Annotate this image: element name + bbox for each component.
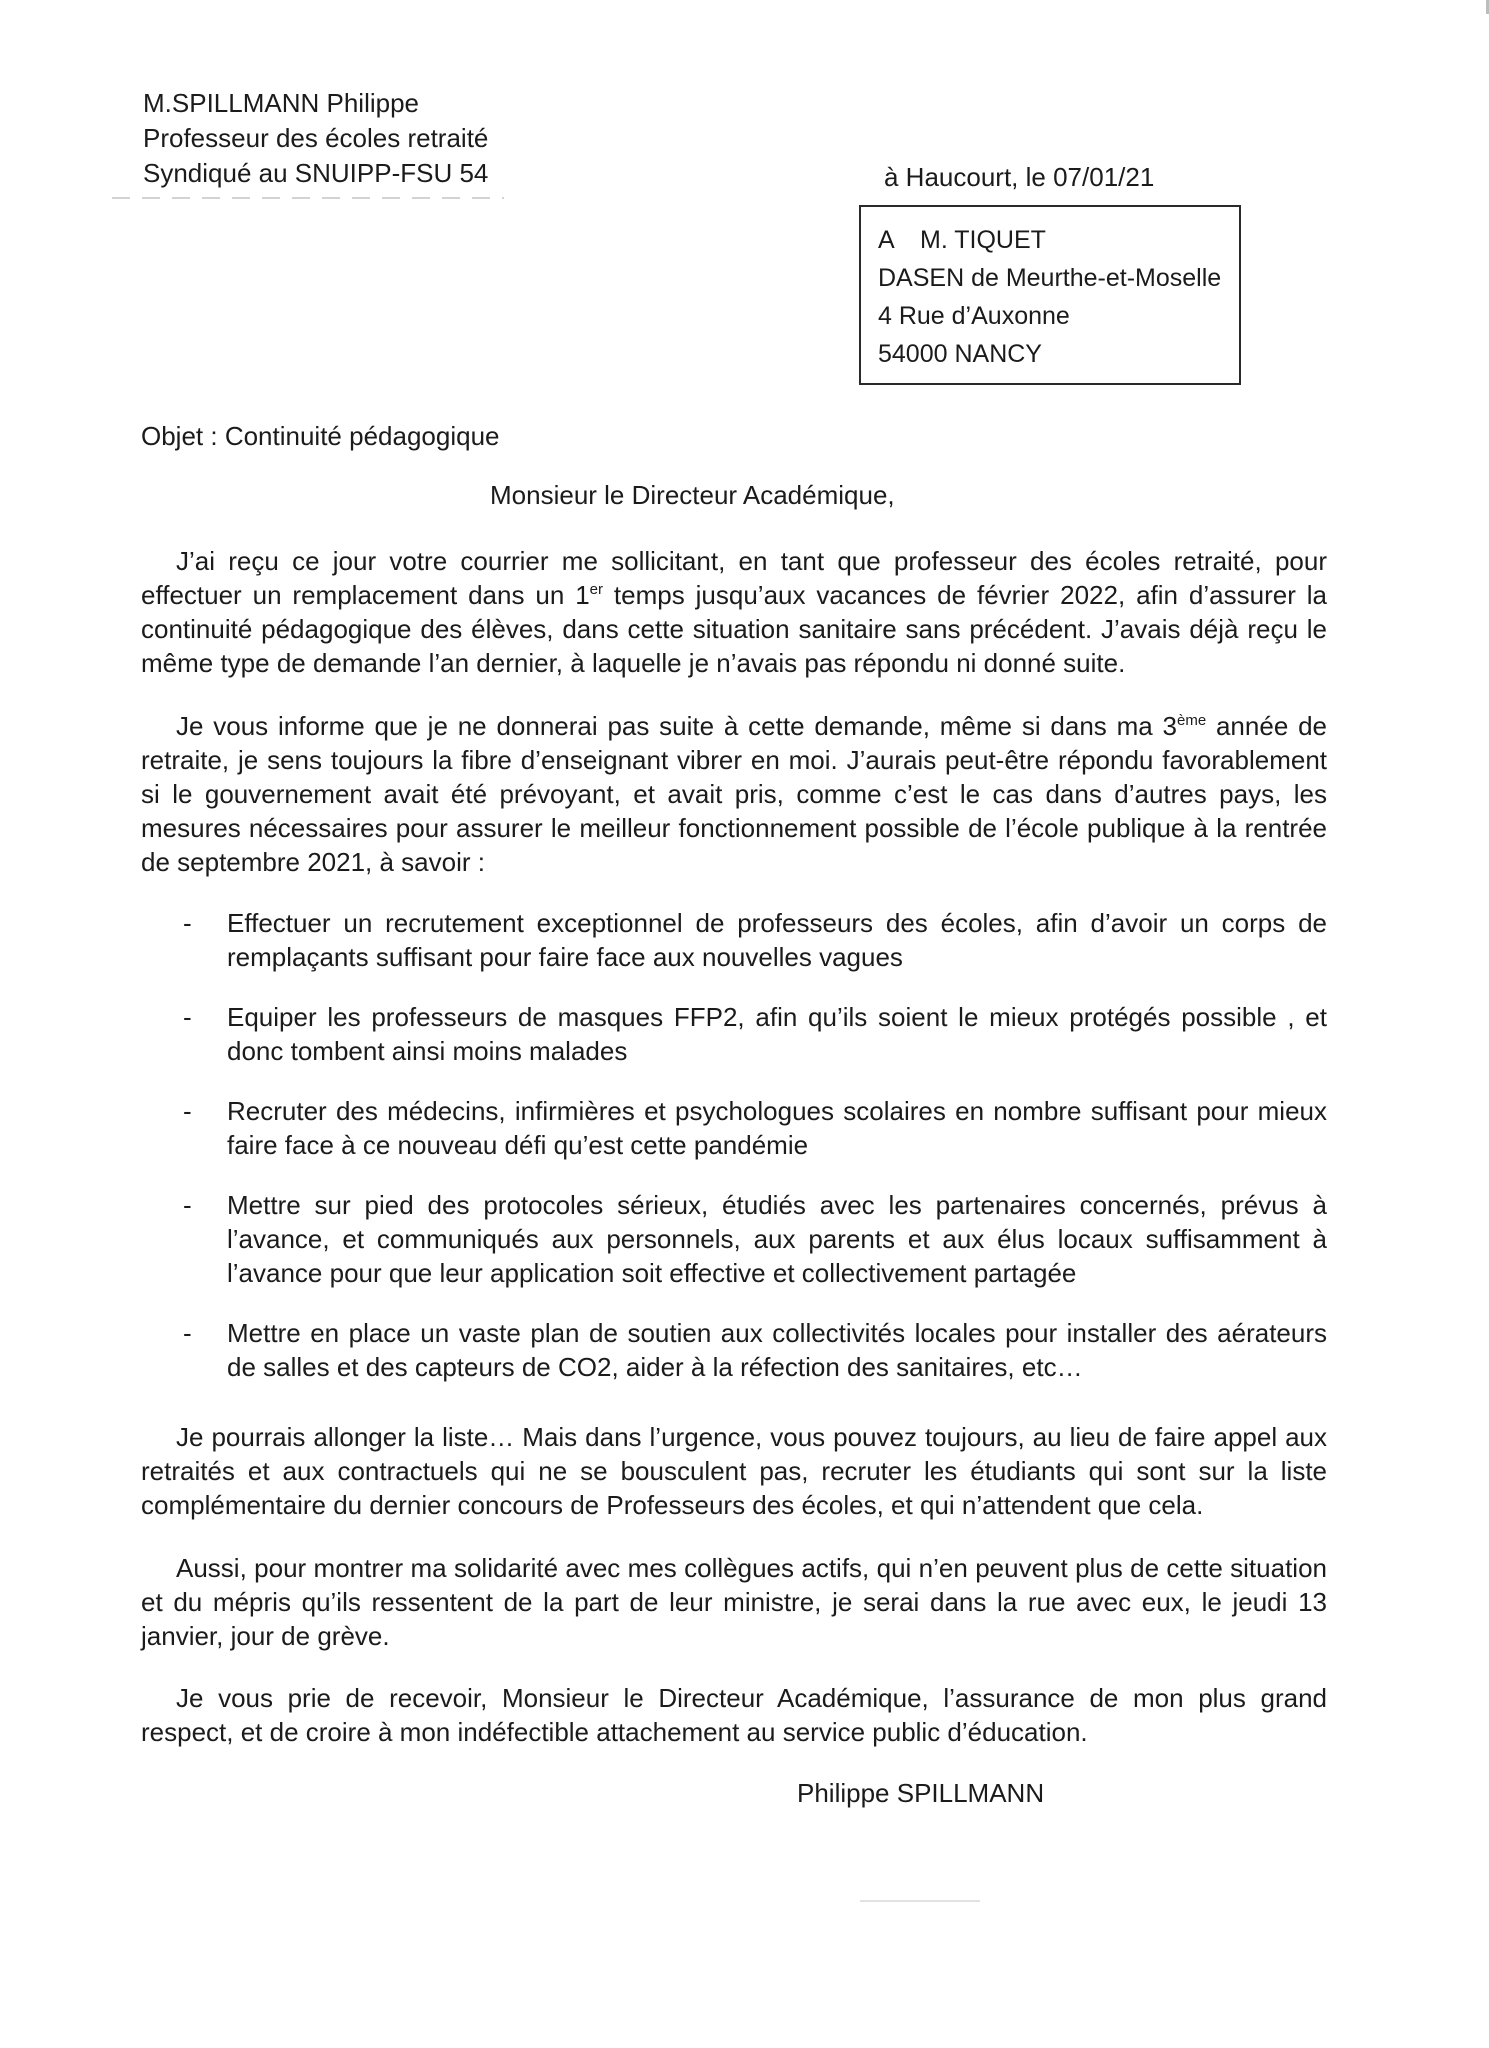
list-item-text: Mettre sur pied des protocoles sérieux, étudiés avec les partenaires concernés, prévus à l’avance, et communiqués aux personnels, aux parents et aux élus locaux suffisamment à l’avance pour que leur application soit effective et collectivement partagée xyxy=(227,1190,1327,1288)
sender-title: Professeur des écoles retraité xyxy=(143,123,489,153)
sender-union: Syndiqué au SNUIPP-FSU 54 xyxy=(143,158,489,188)
recipient-city: 54000 NANCY xyxy=(878,340,1042,368)
bullet-dash: - xyxy=(183,1318,192,1348)
paragraph-3 xyxy=(141,1420,1327,1522)
paragraph-4 xyxy=(141,1551,1327,1653)
paragraph-1-superscript: er xyxy=(589,581,604,598)
list-item xyxy=(141,1094,1327,1162)
paragraph-3-text: Je pourrais allonger la liste… Mais dans l’urgence, vous pouvez toujours, au lieu de faire appel aux retraités et aux contractuels qui ne se bousculent pas, recruter les étudiants qui sont sur la liste complémentaire du dernier concours de Professeurs des écoles, et qui n’attendent que cela. xyxy=(141,1422,1327,1520)
list-item xyxy=(141,1316,1327,1384)
recipient-street: 4 Rue d’Auxonne xyxy=(878,302,1070,330)
paragraph-1-text-a: J’ai reçu ce jour votre courrier me sollicitant, en tant que professeur des écoles retraité, pour effectuer un remplacement dans un 1 xyxy=(141,546,1327,610)
recipient-address-box xyxy=(859,205,1241,385)
recipient-name-line xyxy=(878,221,1239,259)
list-item xyxy=(141,1188,1327,1290)
demands-list xyxy=(141,906,1327,1410)
list-item-text: Equiper les professeurs de masques FFP2, afin qu’ils soient le mieux protégés possible , et donc tombent ainsi moins malades xyxy=(227,1002,1327,1066)
signature-name: Philippe SPILLMANN xyxy=(797,1778,1045,1808)
bullet-dash: - xyxy=(183,1190,192,1220)
bullet-dash: - xyxy=(183,1002,192,1032)
sender-name: M.SPILLMANN Philippe xyxy=(143,88,419,118)
paragraph-2-text-a: Je vous informe que je ne donnerai pas suite à cette demande, même si dans ma 3 xyxy=(176,711,1177,741)
paragraph-2-superscript: ème xyxy=(1176,712,1207,729)
paragraph-2 xyxy=(141,709,1327,879)
sender-block xyxy=(143,86,488,191)
paragraph-5 xyxy=(141,1681,1327,1749)
bullet-dash: - xyxy=(183,1096,192,1126)
paragraph-1-text-b: temps jusqu’aux vacances de février 2022, afin d’assurer la continuité pédagogique des élèves, dans cette situation sanitaire sans précédent. J’avais déjà reçu le même type de demande l’an dernier, à laquelle je n’avais pas répondu ni donné suite. xyxy=(141,580,1327,678)
list-item xyxy=(141,906,1327,974)
paragraph-5-text: Je vous prie de recevoir, Monsieur le Directeur Académique, l’assurance de mon plus grand respect, et de croire à mon indéfectible attachement au service public d’éducation. xyxy=(141,1683,1327,1747)
salutation: Monsieur le Directeur Académique, xyxy=(490,480,895,510)
list-item-text: Recruter des médecins, infirmières et psychologues scolaires en nombre suffisant pour mieux faire face à ce nouveau défi qu’est cette pandémie xyxy=(227,1096,1327,1160)
list-item-text: Effectuer un recrutement exceptionnel de professeurs des écoles, afin d’avoir un corps de remplaçants suffisant pour faire face aux nouvelles vagues xyxy=(227,908,1327,972)
place-date: à Haucourt, le 07/01/21 xyxy=(884,162,1155,192)
scan-artifact-line xyxy=(860,1900,980,1902)
scan-artifact-line xyxy=(112,197,504,199)
paragraph-4-text: Aussi, pour montrer ma solidarité avec mes collègues actifs, qui n’en peuvent plus de cette situation et du mépris qu’ils ressentent de la part de leur ministre, je serai dans la rue avec eux, le jeudi 13 janvier, jour de grève. xyxy=(141,1553,1327,1651)
list-item xyxy=(141,1000,1327,1068)
subject-line: Objet : Continuité pédagogique xyxy=(141,421,500,451)
recipient-role: DASEN de Meurthe-et-Moselle xyxy=(878,264,1222,292)
list-item-text: Mettre en place un vaste plan de soutien aux collectivités locales pour installer des aérateurs de salles et des capteurs de CO2, aider à la réfection des sanitaires, etc… xyxy=(227,1318,1327,1382)
paragraph-2-text-b: année de retraite, je sens toujours la fibre d’enseignant vibrer en moi. J’aurais peut-être répondu favorablement si le gouvernement avait été prévoyant, et avait pris, comme c’est le cas dans d’autres pays, les mesures nécessaires pour assurer le meilleur fonctionnement possible de l’école publique à la rentrée de septembre 2021, à savoir : xyxy=(141,711,1328,877)
recipient-prefix: A xyxy=(878,226,895,254)
paragraph-1 xyxy=(141,544,1327,680)
recipient-name: M. TIQUET xyxy=(920,226,1046,254)
bullet-dash: - xyxy=(183,908,192,938)
